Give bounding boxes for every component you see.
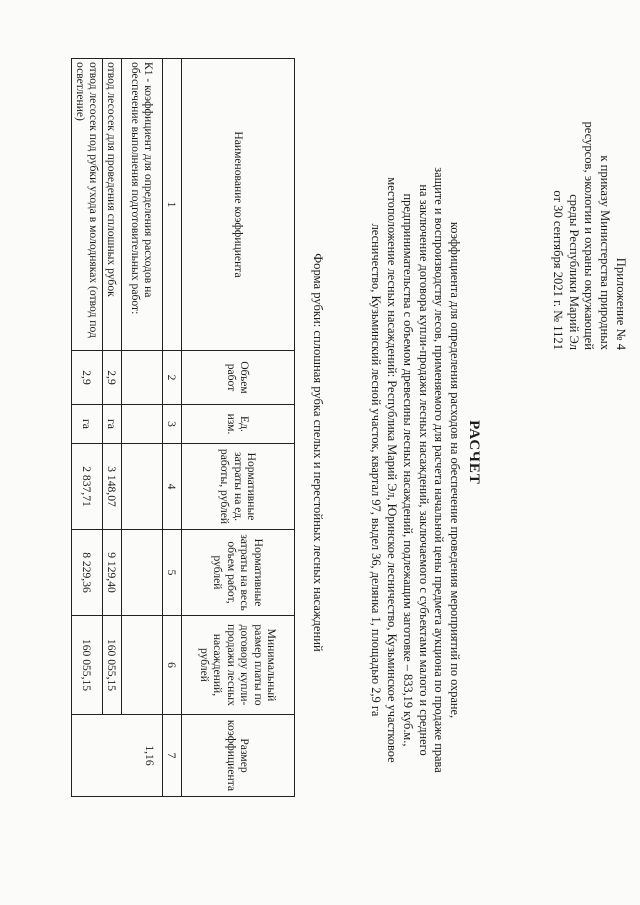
description-line: на заключение договора купли-продажи лесных насаждений, заключаемого с субъектами малого и среднего (416, 184, 431, 756)
description-line: коэффициента для определения расходов на обеспечение проведения мероприятий по охране, (448, 221, 462, 719)
row-name: отвод лесосек для проведения сплошных рубок (103, 59, 122, 351)
appendix-line: к приказу Министерства природных (598, 155, 613, 350)
row-coefficient-size: 1,16 (72, 715, 163, 797)
header-norm-all: Нормативные затраты на весь объем работ, рублей (182, 530, 295, 616)
column-number-row (163, 59, 182, 797)
cutting-form-line: Форма рубки: сплошная рубка спелых и перестойных лесных насаждений (311, 253, 325, 652)
row-unit: га (103, 405, 122, 444)
header-unit: Ед. изм. (182, 405, 295, 444)
calculation-description (368, 120, 462, 820)
row-volume (122, 351, 163, 405)
row-min-pay: 160 055,15 (72, 616, 103, 715)
header-name: Наименование коэффициента (182, 59, 295, 351)
appendix-line: ресурсов, экологии и охраны окружающей (582, 121, 597, 350)
description-line: предпринимательства с объемом древесины лесных насаждений, подлежащим заготовке – 833,19 куб.м., (400, 193, 415, 747)
row-norm-unit: 3 148,07 (103, 444, 122, 530)
appendix-line: среды Республики Марий Эл (566, 194, 581, 350)
row-name: отвод лесосек под рубки ухода в молодняках (отвод под осветление) (72, 59, 103, 351)
row-unit: га (72, 405, 103, 444)
row-norm-unit: 2 837,71 (72, 444, 103, 530)
column-number: 5 (163, 530, 182, 616)
coefficient-table (71, 58, 295, 797)
row-volume: 2,9 (72, 351, 103, 405)
column-number: 2 (163, 351, 182, 405)
row-norm-unit (122, 444, 163, 530)
header-size: Размер коэффициента (182, 715, 295, 797)
appendix-block (549, 40, 628, 350)
column-number: 3 (163, 405, 182, 444)
row-min-pay: 160 055,15 (103, 616, 122, 715)
row-min-pay (122, 616, 163, 715)
row-norm-all: 9 129,40 (103, 530, 122, 616)
table-row (72, 59, 103, 797)
description-line: местоположение лесных насаждений: Республика Марий Эл, Юринское лесничество, Кузьминское участковое (385, 177, 400, 763)
row-norm-all: 8 229,36 (72, 530, 103, 616)
row-norm-all (122, 530, 163, 616)
row-volume: 2,9 (103, 351, 122, 405)
table-row (103, 59, 122, 797)
table-header-row (182, 59, 295, 797)
column-number: 4 (163, 444, 182, 530)
row-name: К1 - коэффициент для определения расходов на обеспечение выполнения подготовительных работ: (122, 59, 163, 351)
header-min-pay: Минимальный размер платы по договору купли-продажи лесных насаждений, рублей (182, 616, 295, 715)
description-line: лесничество, Кузьминский лесной участок, квартал 97, выдел 36, делянка 1, площадью 2,9 га (369, 223, 384, 717)
column-number: 1 (163, 59, 182, 351)
appendix-line: Приложение № 4 (614, 257, 628, 350)
column-number: 6 (163, 616, 182, 715)
column-number: 7 (163, 715, 182, 797)
header-volume: Объем работ (182, 351, 295, 405)
table-row (122, 59, 163, 797)
header-norm-unit: Нормативные затраты на ед. работы, рублей (182, 444, 295, 530)
document-title: РАСЧЕТ (466, 420, 482, 485)
description-line: защите и воспроизводству лесов, применяемого для расчета начальной цены предмета аукциона по продаже права (432, 167, 447, 773)
row-unit (122, 405, 163, 444)
appendix-date-line: от 30 сентября 2021 г. № 1121 (550, 190, 565, 350)
